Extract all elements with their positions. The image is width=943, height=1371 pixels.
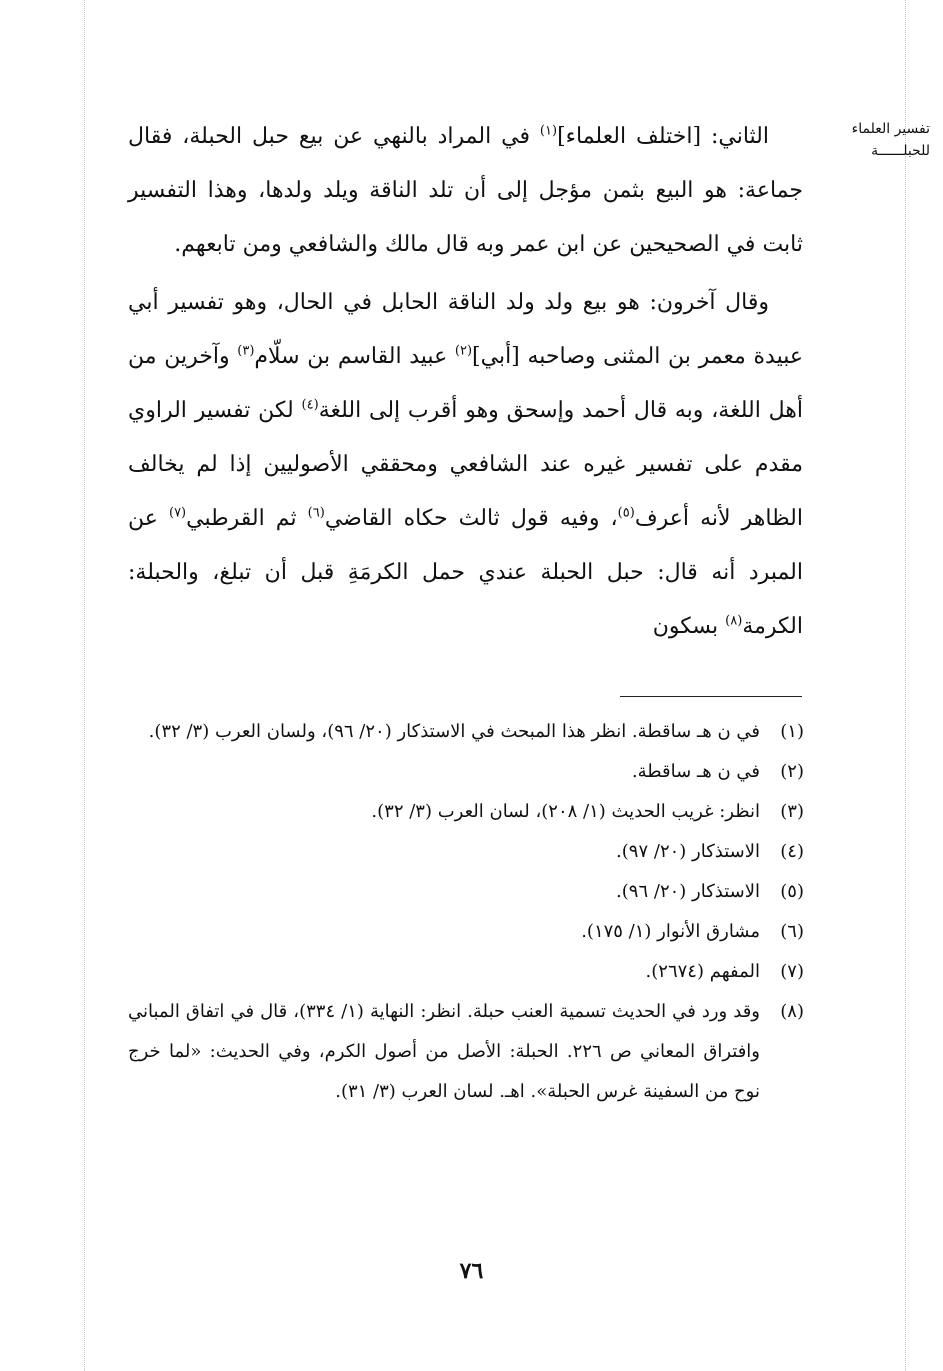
paragraph-1 <box>128 110 803 272</box>
para1-text-2: في المراد بالنهي عن بيع حبل الحبلة، فقال جماعة: هو البيع بثمن مؤجل إلى أن تلد الناقة ويلد ولدها، وهذا التفسير ثابت في الصحيحين عن ابن عمر وبه قال مالك والشافعي ومن تابعهم. <box>128 124 803 257</box>
footnote-text: الاستذكار (٢٠/ ٩٦). <box>616 881 760 902</box>
footnote-ref-6: (٦) <box>307 505 325 521</box>
para1-text-1: الثاني: [اختلف العلماء] <box>557 124 769 149</box>
footnote <box>128 872 804 912</box>
main-text <box>128 110 803 654</box>
footnote-ref-2: (٢) <box>454 343 473 359</box>
footnote <box>128 952 804 992</box>
footnote-number: (٤) <box>780 841 804 862</box>
footnote <box>128 792 804 832</box>
footnote-ref-1: (١) <box>539 123 558 139</box>
para2-text-8: بسكون <box>652 614 726 639</box>
footnotes <box>128 712 804 1112</box>
footnote-ref-4: (٤) <box>301 397 319 413</box>
page-number: ٧٦ <box>459 1258 484 1284</box>
footnote-text: الاستذكار (٢٠/ ٩٧). <box>616 841 760 862</box>
footnote-number: (١) <box>780 721 804 742</box>
footnote-number: (٣) <box>780 801 804 822</box>
margin-heading-line-2: للحبلــــــة <box>871 143 930 159</box>
footnote <box>128 832 804 872</box>
footnote-number: (٦) <box>780 921 804 942</box>
footnote-text: المفهم (٢٦٧٤). <box>645 961 760 982</box>
footnote-number: (٧) <box>780 961 804 982</box>
footnote-ref-8: (٨) <box>725 613 743 629</box>
footnote-number: (٢) <box>780 761 804 782</box>
para2-text-6: ثم القرطبي <box>186 506 308 531</box>
left-margin-guide <box>84 0 85 1371</box>
right-margin-guide <box>905 0 906 1371</box>
footnote-ref-3: (٣) <box>237 343 255 359</box>
footnote-text: مشارق الأنوار (١/ ١٧٥). <box>581 921 760 942</box>
para2-text-2: عبيد القاسم بن سلّام <box>254 344 455 369</box>
footnote <box>128 992 804 1112</box>
para2-text-1: وقال آخرون: هو بيع ولد ولد الناقة الحابل في الحال، وهو تفسير أبي عبيدة معمر بن المثنى وصاحبه [أبي] <box>128 290 804 369</box>
margin-heading <box>806 118 930 162</box>
footnote-number: (٨) <box>780 1001 804 1022</box>
footnote <box>128 752 804 792</box>
footnote-text: في ن هـ ساقطة. <box>631 761 760 782</box>
footnote-text: وقد ورد في الحديث تسمية العنب حبلة. انظر: النهاية (١/ ٣٣٤)، قال في اتفاق المباني وافتراق المعاني ص ٢٢٦. الحبلة: الأصل من أصول الكرم، وفي الحديث: «لما خرج نوح من السفينة غرس الحبلة». اهـ. لسان العرب (٣/ ٣١). <box>128 1001 760 1102</box>
footnote <box>128 912 804 952</box>
footnote-ref-5: (٥) <box>617 505 635 521</box>
footnote-number: (٥) <box>780 881 804 902</box>
paragraph-2 <box>128 276 803 654</box>
para2-text-7: عن المبرد أنه قال: حبل الحبلة عندي حمل الكرمَةِ قبل أن تبلغ، والحبلة: الكرمة <box>128 506 803 639</box>
footnote-text: انظر: غريب الحديث (١/ ٢٠٨)، لسان العرب (٣/ ٣٢). <box>371 801 760 822</box>
para2-text-4: لكن تفسير الراوي مقدم على تفسير غيره عند الشافعي ومحققي الأصوليين إذا لم يخالف الظاهر لأنه أعرف <box>128 398 803 531</box>
footnote-text: في ن هـ ساقطة. انظر هذا المبحث في الاستذكار (٢٠/ ٩٦)، ولسان العرب (٣/ ٣٢). <box>148 721 760 742</box>
para2-text-5: ، وفيه قول ثالث حكاه القاضي <box>324 506 618 531</box>
footnote-separator <box>620 696 802 697</box>
para2-text-3: وآخرين من أهل اللغة، وبه قال أحمد وإسحق وهو أقرب إلى اللغة <box>128 344 803 423</box>
margin-heading-line-1: تفسير العلماء <box>851 121 930 137</box>
footnote-ref-7: (٧) <box>168 505 187 521</box>
footnote <box>128 712 804 752</box>
